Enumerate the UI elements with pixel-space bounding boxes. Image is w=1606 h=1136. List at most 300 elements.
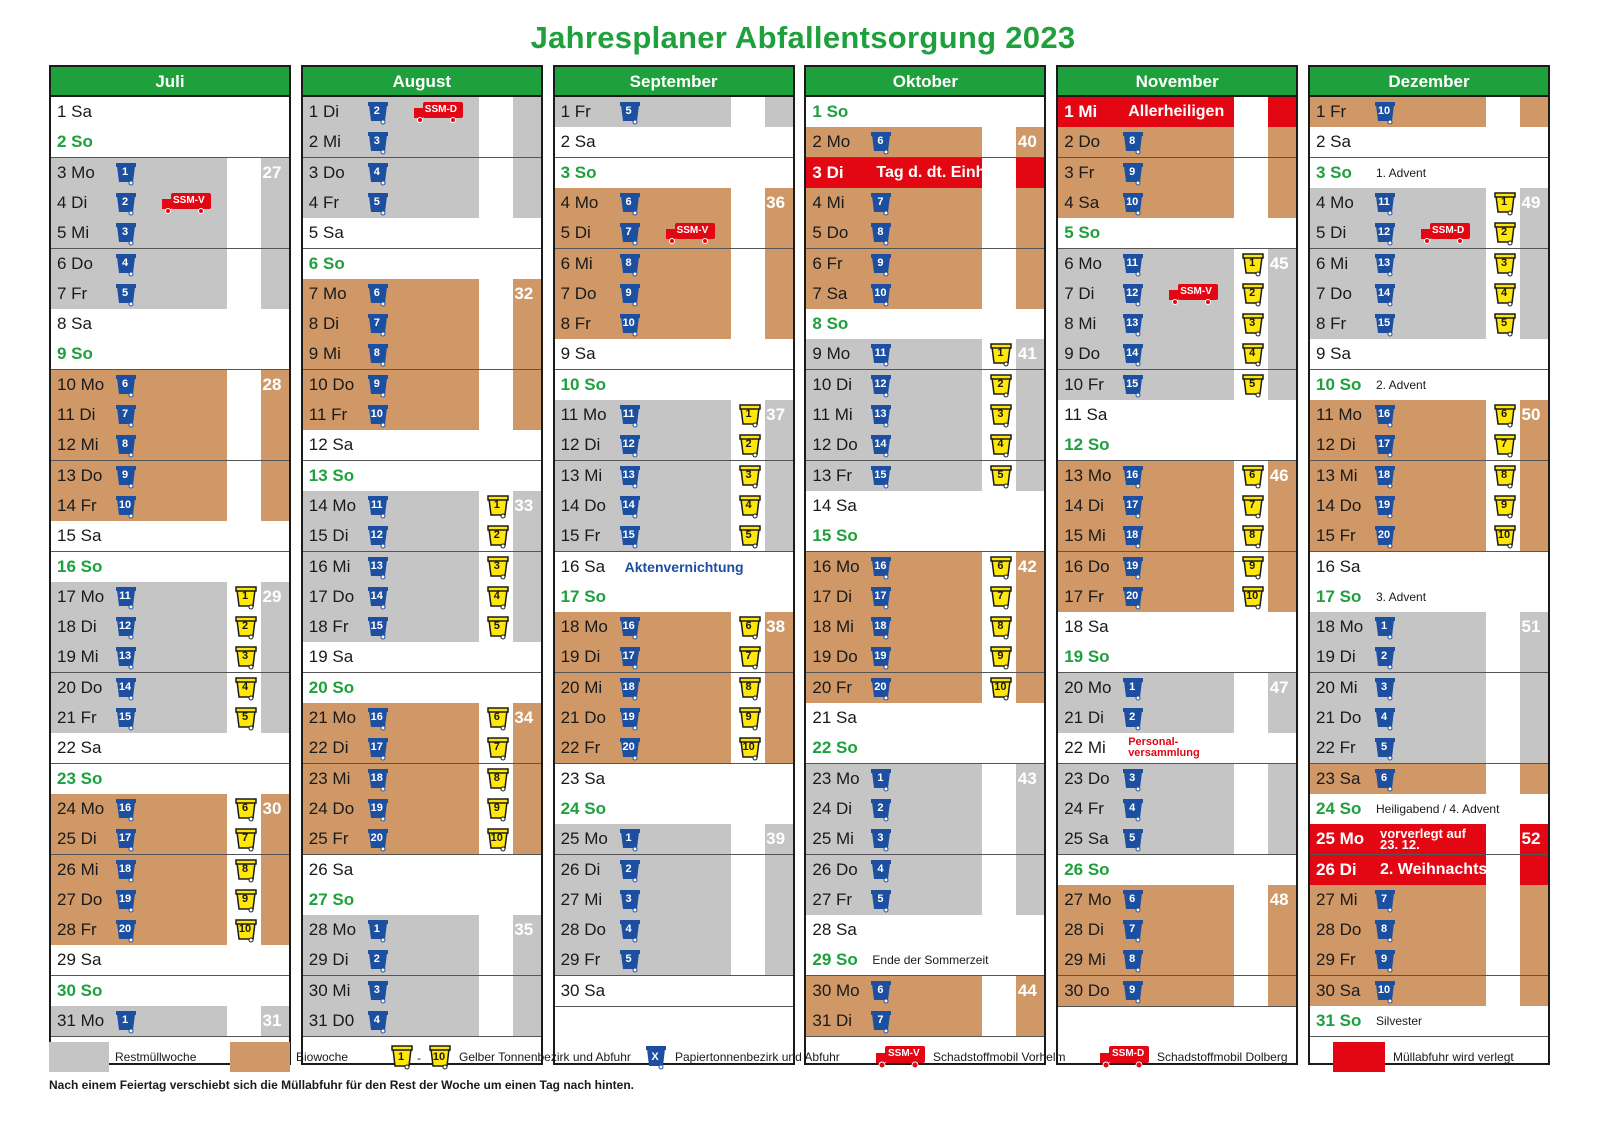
paper-bin-number: 2 <box>121 195 129 208</box>
paper-bin-number: 15 <box>1126 377 1139 390</box>
paper-bin-number: 6 <box>1380 771 1388 784</box>
day-label: 27 So <box>308 889 355 909</box>
hazmat-truck-icon <box>1168 284 1220 305</box>
day-row <box>555 97 793 128</box>
paper-bin-number: 12 <box>622 438 635 451</box>
yellow-bin-icon <box>235 706 257 731</box>
yellow-bin-number: 1 <box>241 589 249 602</box>
paper-bin-icon <box>115 585 137 610</box>
paper-bin-number: 2 <box>877 801 884 814</box>
paper-bin-icon <box>1374 645 1396 670</box>
day-label: 1 So <box>812 102 849 121</box>
day-row <box>1310 612 1548 643</box>
day-row <box>555 218 793 249</box>
paper-bin-icon <box>367 494 389 519</box>
day-label: 6 Fr <box>812 253 843 273</box>
paper-bin-number: 1 <box>121 165 129 178</box>
paper-bin-icon <box>870 585 892 610</box>
day-label: 9 Mo <box>812 344 851 364</box>
day-label: 8 Fr <box>560 314 591 334</box>
paper-bin-number: 8 <box>877 226 884 239</box>
legend-ssmd-truck-icon: SSM-D <box>1099 1042 1151 1072</box>
paper-bin-icon <box>1122 948 1144 973</box>
paper-bin-icon <box>1122 767 1144 792</box>
day-label: 9 Do <box>1064 344 1101 364</box>
week-number: 31 <box>262 1011 282 1030</box>
day-row <box>1058 673 1296 704</box>
day-label: 25 Mo <box>560 829 608 849</box>
day-row <box>1058 400 1296 431</box>
paper-bin-icon <box>1374 948 1396 973</box>
day-label: 5 So <box>1064 223 1101 243</box>
paper-bin-number: 4 <box>625 923 632 936</box>
paper-bin-number: 4 <box>877 862 884 875</box>
day-label: 4 Mo <box>1316 192 1354 212</box>
yellow-bin-number: 2 <box>241 620 249 633</box>
paper-bin-icon <box>1122 464 1144 489</box>
day-note <box>1128 737 1200 759</box>
day-label: 5 Di <box>560 223 591 243</box>
paper-bin-number: 11 <box>874 347 887 360</box>
day-label: 31 So <box>1316 1011 1362 1030</box>
day-label: 18 Mi <box>812 617 854 637</box>
day-row <box>555 370 793 401</box>
paper-bin-icon <box>870 282 892 307</box>
paper-bin-icon <box>1374 312 1396 337</box>
day-label: 11 Di <box>57 405 96 424</box>
paper-bin-number: 13 <box>370 559 383 572</box>
yellow-bin-number: 8 <box>997 620 1004 633</box>
day-label: 12 So <box>1064 435 1110 455</box>
day-row <box>303 158 541 189</box>
yellow-bin-number: 6 <box>1500 408 1508 420</box>
day-row <box>1310 582 1548 613</box>
paper-bin-number: 2 <box>1380 650 1388 663</box>
paper-bin-number: 15 <box>874 468 887 481</box>
paper-bin-number: 19 <box>1126 559 1139 572</box>
day-label: 3 Do <box>308 162 345 182</box>
paper-bin-icon <box>367 585 389 610</box>
paper-bin-number: 3 <box>877 832 884 845</box>
day-label: 10 Di <box>812 374 853 394</box>
paper-bin-number: 10 <box>1377 105 1391 117</box>
paper-bin-number: 2 <box>1129 711 1136 723</box>
day-label: 12 Do <box>812 435 858 455</box>
paper-bin-icon <box>619 918 641 943</box>
week-number: 44 <box>1017 980 1037 1000</box>
yellow-bin-icon <box>739 736 761 761</box>
day-row <box>1310 733 1548 764</box>
paper-bin-icon <box>1374 524 1396 549</box>
paper-bin-icon <box>870 858 892 883</box>
day-row <box>555 430 793 461</box>
yellow-bin-number: 6 <box>745 620 752 633</box>
yellow-bin-number: 5 <box>1500 317 1508 330</box>
day-row <box>1310 794 1548 825</box>
day-row <box>806 764 1044 795</box>
yellow-bin-icon <box>1494 464 1516 489</box>
week-number: 40 <box>1017 132 1037 152</box>
paper-bin-icon <box>619 645 641 670</box>
day-label: 21 Fr <box>57 708 97 727</box>
day-row <box>1310 279 1548 310</box>
paper-bin-icon <box>115 676 137 701</box>
day-label: 22 Fr <box>1316 738 1356 758</box>
day-label: 17 Fr <box>1064 586 1104 606</box>
day-row <box>51 491 289 522</box>
day-row <box>806 127 1044 158</box>
paper-bin-icon <box>367 191 389 216</box>
paper-bin-icon <box>870 979 892 1004</box>
day-row <box>806 612 1044 643</box>
paper-bin-icon <box>870 676 892 701</box>
day-row <box>1310 400 1548 431</box>
paper-bin-number: 17 <box>1377 438 1391 451</box>
paper-bin-number: 1 <box>877 771 884 784</box>
paper-bin-icon <box>870 1009 892 1034</box>
day-label: 17 Mo <box>57 586 105 606</box>
paper-bin-number: 14 <box>874 438 887 451</box>
day-label: 16 Sa <box>560 556 606 576</box>
day-label: 28 Do <box>1316 920 1362 940</box>
legend-bio-swatch <box>230 1042 290 1072</box>
day-label: 17 So <box>1316 586 1362 606</box>
paper-bin-icon <box>1122 555 1144 580</box>
day-label: 31 Mo <box>57 1011 105 1030</box>
month-header: Juli <box>51 67 289 97</box>
day-label: 10 Mo <box>57 374 105 394</box>
day-row <box>51 339 289 370</box>
footnote: Nach einem Feiertag verschiebt sich die Müllabfuhr für den Rest der Woche um einen Tag nach hinten. <box>49 1078 635 1092</box>
yellow-bin-number: 4 <box>997 438 1004 451</box>
paper-bin-number: 6 <box>1129 892 1136 905</box>
day-row <box>1310 370 1548 401</box>
day-label: 23 Sa <box>560 768 606 788</box>
day-row <box>1058 915 1296 946</box>
yellow-bin-icon <box>487 797 509 822</box>
day-row <box>555 733 793 764</box>
paper-bin-number: 16 <box>874 559 887 572</box>
yellow-bin-icon <box>990 464 1012 489</box>
day-label: 11 Mo <box>1316 405 1362 424</box>
day-row <box>1058 945 1296 976</box>
day-row <box>1310 188 1548 219</box>
day-label: 12 Mi <box>57 435 99 455</box>
day-row <box>1310 915 1548 946</box>
day-label: 20 Do <box>57 677 103 697</box>
paper-bin-icon <box>619 282 641 307</box>
paper-bin-icon <box>367 312 389 337</box>
yellow-bin-number: 6 <box>493 711 500 723</box>
yellow-bin-number: 10 <box>742 741 755 754</box>
day-label: 23 So <box>57 768 103 788</box>
yellow-bin-number: 1 <box>1500 195 1508 208</box>
day-row <box>806 249 1044 280</box>
day-row <box>806 552 1044 583</box>
paper-bin-icon <box>870 433 892 458</box>
yellow-bin-icon <box>487 767 509 792</box>
paper-bin-number: 3 <box>373 983 380 996</box>
day-label: 14 Fr <box>57 495 97 515</box>
day-row <box>1058 824 1296 855</box>
day-label: 27 Do <box>57 889 103 909</box>
day-row <box>1058 491 1296 522</box>
yellow-bin-number: 3 <box>997 408 1004 420</box>
yellow-bin-icon <box>1494 191 1516 216</box>
day-row <box>51 885 289 916</box>
paper-bin-number: 16 <box>118 801 132 814</box>
paper-bin-icon <box>115 494 137 519</box>
paper-bin-number: 19 <box>1377 498 1391 511</box>
legend-paper-label: Papiertonnenbezirk und Abfuhr <box>675 1050 840 1064</box>
day-label: 13 Mo <box>1064 465 1112 485</box>
day-label: 27 Mi <box>560 889 603 909</box>
day-row <box>51 461 289 492</box>
paper-bin-icon <box>870 615 892 640</box>
day-row <box>555 127 793 158</box>
paper-bin-icon <box>1122 524 1144 549</box>
paper-bin-number: 5 <box>625 953 632 966</box>
day-row <box>555 855 793 886</box>
day-row <box>303 915 541 946</box>
paper-bin-number: 18 <box>370 771 383 784</box>
yellow-bin-icon <box>739 615 761 640</box>
paper-bin-icon <box>1374 767 1396 792</box>
day-label: 13 Mi <box>560 465 603 485</box>
yellow-bin-number: 8 <box>241 862 249 875</box>
paper-bin-number: 10 <box>874 286 887 299</box>
day-label: 6 Mo <box>1064 253 1102 273</box>
day-label: 5 Do <box>812 223 849 243</box>
day-row <box>303 339 541 370</box>
day-note-line1: Personal- <box>1128 736 1179 749</box>
day-label: 22 So <box>812 738 858 758</box>
paper-bin-number: 16 <box>370 711 383 723</box>
yellow-bin-icon <box>487 585 509 610</box>
yellow-bin-icon <box>235 676 257 701</box>
day-label: 24 Fr <box>1064 798 1104 818</box>
day-label: 20 So <box>308 677 355 697</box>
day-row <box>303 885 541 916</box>
paper-bin-number: 5 <box>373 195 380 208</box>
day-row <box>806 158 1044 189</box>
day-label: 31 D0 <box>308 1011 355 1030</box>
day-row <box>1058 521 1296 552</box>
paper-bin-icon <box>619 858 641 883</box>
paper-bin-number: 15 <box>370 620 383 633</box>
day-row <box>1058 794 1296 825</box>
day-label: 22 Sa <box>57 738 102 758</box>
day-row <box>1310 430 1548 461</box>
day-label: 7 Sa <box>812 283 848 303</box>
yellow-bin-number: 4 <box>1249 347 1256 360</box>
paper-bin-icon <box>115 918 137 943</box>
paper-bin-number: 7 <box>1129 923 1136 936</box>
day-label: 15 Sa <box>57 526 102 546</box>
yellow-bin-number: 10 <box>1497 529 1511 542</box>
paper-bin-icon <box>367 615 389 640</box>
day-row <box>1058 279 1296 310</box>
paper-bin-number: 18 <box>874 620 887 633</box>
paper-bin-icon <box>870 342 892 367</box>
week-number: 30 <box>262 798 282 818</box>
day-row <box>303 370 541 401</box>
day-label: 26 So <box>1064 859 1110 879</box>
day-label: 21 Di <box>1064 708 1104 727</box>
paper-bin-number: 17 <box>118 832 132 845</box>
day-row <box>1310 309 1548 340</box>
yellow-bin-number: 10 <box>238 923 252 936</box>
paper-bin-number: 4 <box>373 165 380 178</box>
day-row <box>303 400 541 431</box>
paper-bin-icon <box>1122 827 1144 852</box>
yellow-bin-icon <box>1494 433 1516 458</box>
day-label: 11 Fr <box>308 405 348 424</box>
day-note: Silvester <box>1376 1014 1423 1028</box>
week-number: 27 <box>262 162 282 182</box>
legend <box>49 1042 1557 1076</box>
day-row <box>51 915 289 946</box>
day-label: 4 Sa <box>1064 192 1100 212</box>
paper-bin-icon <box>619 464 641 489</box>
paper-bin-icon <box>115 645 137 670</box>
day-row <box>806 824 1044 855</box>
yellow-bin-number: 1 <box>997 347 1004 360</box>
paper-bin-number: 12 <box>370 529 383 542</box>
paper-bin-number: 10 <box>118 498 132 511</box>
yellow-bin-number: 7 <box>745 650 752 663</box>
truck-label: SSM-D <box>1432 225 1465 237</box>
day-label: 20 Mi <box>1316 677 1358 697</box>
day-label: 13 Fr <box>812 465 853 485</box>
day-label: 4 Di <box>57 192 88 212</box>
week-number: 47 <box>1269 677 1289 697</box>
paper-bin-number: 1 <box>1129 680 1136 693</box>
paper-bin-icon <box>619 312 641 337</box>
paper-bin-number: 7 <box>373 317 380 330</box>
yellow-bin-number: 3 <box>1500 256 1508 269</box>
day-label: 21 Do <box>560 708 606 727</box>
paper-bin-icon <box>115 464 137 489</box>
day-label: 18 Mo <box>560 617 608 637</box>
day-label: 6 Mi <box>560 253 593 273</box>
paper-bin-number: 6 <box>373 286 380 299</box>
day-row <box>303 582 541 613</box>
day-row <box>303 855 541 886</box>
day-row <box>1058 461 1296 492</box>
day-label: 21 Sa <box>812 708 857 727</box>
yellow-bin-number: 9 <box>1249 559 1256 572</box>
paper-bin-number: 10 <box>622 317 635 330</box>
month-header: November <box>1058 67 1296 97</box>
day-label: 7 Do <box>560 283 597 303</box>
day-row <box>1058 158 1296 189</box>
paper-bin-icon <box>1374 736 1396 761</box>
day-row <box>555 400 793 431</box>
paper-bin-icon <box>870 130 892 155</box>
day-label: 20 Mo <box>1064 677 1112 697</box>
day-row <box>555 188 793 219</box>
day-row <box>555 249 793 280</box>
day-row <box>51 279 289 310</box>
paper-bin-icon <box>870 373 892 398</box>
day-row <box>1310 673 1548 704</box>
paper-bin-icon <box>1122 494 1144 519</box>
day-label: 8 Fr <box>1316 314 1347 334</box>
paper-bin-number: 16 <box>1377 408 1391 420</box>
day-label: 27 Mi <box>1316 889 1358 909</box>
paper-bin-icon <box>619 433 641 458</box>
day-label: 14 Mo <box>308 495 357 515</box>
paper-bin-number: 14 <box>1377 286 1391 299</box>
paper-bin-number: 20 <box>370 832 383 845</box>
paper-bin-number: 1 <box>121 1014 129 1026</box>
week-number: 32 <box>514 283 534 303</box>
paper-bin-icon <box>619 827 641 852</box>
day-note-line1: vorverlegt auf <box>1380 826 1466 842</box>
day-label: 1 Mi <box>1064 102 1098 121</box>
paper-bin-icon <box>115 888 137 913</box>
day-label: 1 Di <box>308 102 340 121</box>
paper-bin-number: 2 <box>373 953 380 966</box>
yellow-bin-icon <box>990 585 1012 610</box>
paper-bin-icon <box>115 373 137 398</box>
paper-bin-number: 19 <box>370 801 383 814</box>
paper-bin-icon <box>870 555 892 580</box>
paper-bin-icon <box>1122 797 1144 822</box>
paper-bin-icon <box>619 494 641 519</box>
day-label: 28 Do <box>560 920 606 940</box>
paper-bin-icon <box>1374 676 1396 701</box>
paper-bin-icon <box>1122 706 1144 731</box>
day-row <box>1058 309 1296 340</box>
paper-bin-number: 16 <box>622 620 635 633</box>
month-november <box>1056 65 1298 1065</box>
day-row <box>51 400 289 431</box>
day-label: 15 Di <box>308 526 349 546</box>
paper-bin-icon <box>1122 342 1144 367</box>
paper-bin-icon <box>115 1009 137 1034</box>
day-label: 3 Di <box>812 162 844 182</box>
paper-bin-number: 2 <box>625 862 632 875</box>
paper-bin-icon <box>1122 918 1144 943</box>
paper-bin-number: 13 <box>118 650 132 663</box>
day-row <box>303 461 541 492</box>
paper-bin-icon <box>1374 706 1396 731</box>
paper-bin-number: 9 <box>877 256 884 269</box>
day-label: 28 Sa <box>812 920 857 940</box>
day-label: 12 Di <box>1316 435 1356 455</box>
paper-bin-icon <box>115 252 137 277</box>
yellow-bin-number: 7 <box>241 832 249 845</box>
day-label: 19 Di <box>560 647 601 667</box>
paper-bin-icon <box>367 130 389 155</box>
day-label: 3 So <box>560 162 597 182</box>
paper-bin-icon <box>115 615 137 640</box>
day-label: 24 So <box>1316 798 1362 818</box>
paper-bin-icon <box>870 827 892 852</box>
paper-bin-icon <box>1374 888 1396 913</box>
paper-bin-number: 12 <box>1126 286 1139 299</box>
paper-bin-number: 5 <box>121 286 129 299</box>
yellow-bin-icon <box>487 555 509 580</box>
paper-bin-icon <box>115 161 137 186</box>
week-number: 38 <box>766 617 786 637</box>
paper-bin-number: 4 <box>373 1014 380 1026</box>
day-label: 30 Do <box>1064 980 1110 1000</box>
paper-bin-number: 20 <box>1126 589 1139 602</box>
paper-bin-icon <box>1122 888 1144 913</box>
